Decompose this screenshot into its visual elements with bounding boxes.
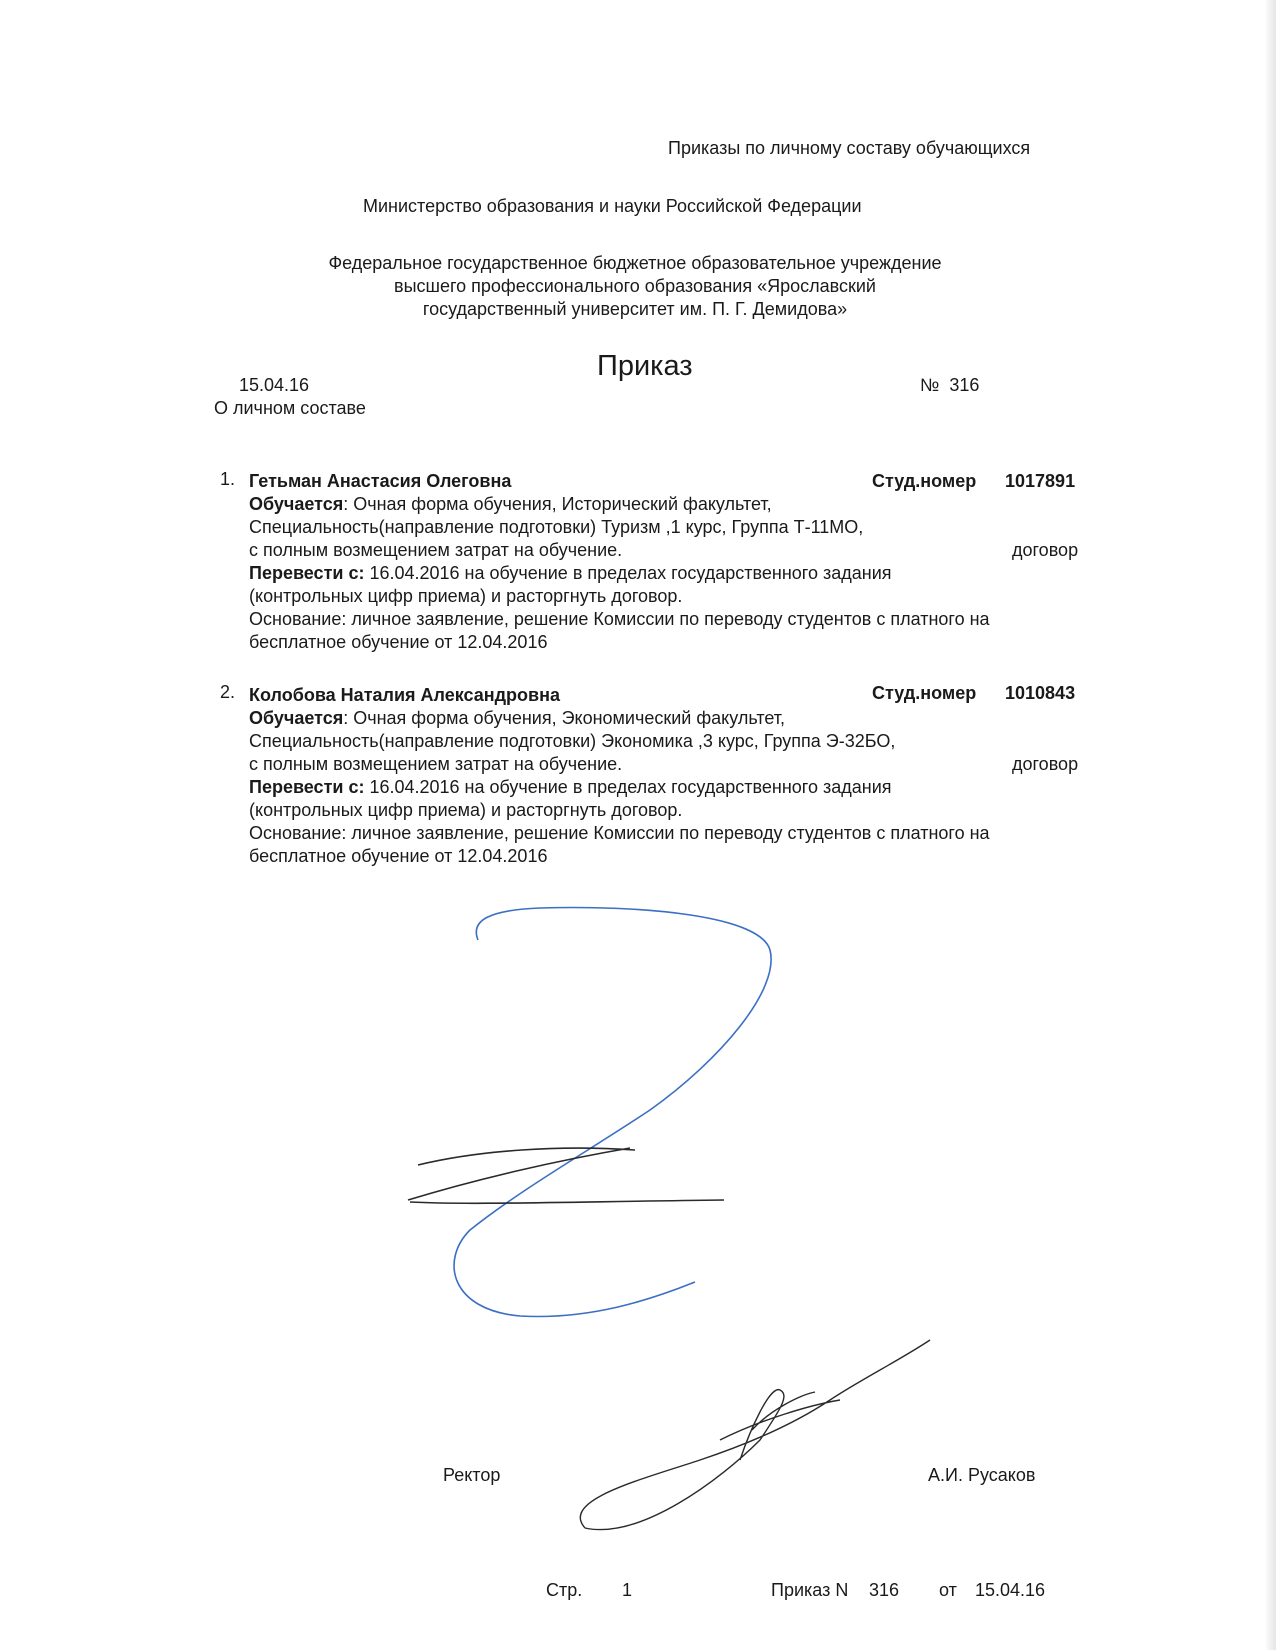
footer-order-label: Приказ N [771, 1580, 849, 1600]
funding-line: с полным возмещением затрат на обучение. [249, 540, 623, 560]
stud-number-label: Студ.номер [872, 683, 977, 703]
transfer-text: 16.04.2016 на обучение в пределах государственного задания [364, 563, 892, 583]
transfer-label: Перевести с: [249, 777, 365, 797]
studies-text: : Очная форма обучения, Экономический факультет, [343, 708, 786, 728]
signature-crossbar [408, 1148, 724, 1203]
studies-label: Обучается [249, 494, 344, 514]
institution-line: высшего профессионального образования «Ярославский [394, 276, 876, 296]
stud-number: 1010843 [1005, 683, 1076, 703]
transfer-text: 16.04.2016 на обучение в пределах государственного задания [364, 777, 892, 797]
speciality-line: Специальность(направление подготовки) Туризм ,1 курс, Группа Т-11МО, [249, 517, 864, 537]
document-category: Приказы по личному составу обучающихся [668, 138, 1031, 158]
signatory-name: А.И. Русаков [928, 1465, 1036, 1485]
stud-number-label: Студ.номер [872, 471, 977, 491]
speciality-line: Специальность(направление подготовки) Экономика ,3 курс, Группа Э-32БО, [249, 731, 896, 751]
basis-line-2: бесплатное обучение от 12.04.2016 [249, 632, 548, 652]
transfer-line-2: (контрольных цифр приема) и расторгнуть договор. [249, 800, 683, 820]
contract-label: договор [1012, 754, 1079, 774]
footer-date: 15.04.16 [975, 1580, 1046, 1600]
funding-line: с полным возмещением затрат на обучение. [249, 754, 623, 774]
institution-line: Федеральное государственное бюджетное образовательное учреждение [328, 253, 942, 273]
student-name: Гетьман Анастасия Олеговна [249, 471, 512, 491]
student-name: Колобова Наталия Александровна [249, 685, 560, 705]
rector-signature [580, 1340, 930, 1530]
transfer-label: Перевести с: [249, 563, 365, 583]
stud-number: 1017891 [1005, 471, 1076, 491]
footer-order-number: 316 [869, 1580, 900, 1600]
number-sign: № [920, 375, 940, 395]
order-subject: О личном составе [214, 398, 366, 418]
basis-line: Основание: личное заявление, решение Комиссии по переводу студентов с платного на [249, 823, 990, 843]
basis-line-2: бесплатное обучение от 12.04.2016 [249, 846, 548, 866]
institution-line: государственный университет им. П. Г. Демидова» [422, 299, 848, 319]
order-date: 15.04.16 [239, 375, 310, 395]
order-title: Приказ [597, 350, 693, 382]
transfer-line-2: (контрольных цифр приема) и расторгнуть договор. [249, 586, 683, 606]
footer-from-label: от [939, 1580, 957, 1600]
blue-z-signature [454, 907, 771, 1316]
studies-label: Обучается [249, 708, 344, 728]
contract-label: договор [1012, 540, 1079, 560]
entry-index: 2. [220, 682, 236, 702]
entry-index: 1. [220, 469, 236, 489]
signatory-position: Ректор [443, 1465, 501, 1485]
footer-page-label: Стр. [546, 1580, 583, 1600]
footer-page-number: 1 [622, 1580, 633, 1600]
number-value: 316 [949, 375, 980, 395]
ministry-name: Министерство образования и науки Российской Федерации [363, 196, 862, 216]
basis-line: Основание: личное заявление, решение Комиссии по переводу студентов с платного на [249, 609, 990, 629]
studies-text: : Очная форма обучения, Исторический факультет, [343, 494, 772, 514]
